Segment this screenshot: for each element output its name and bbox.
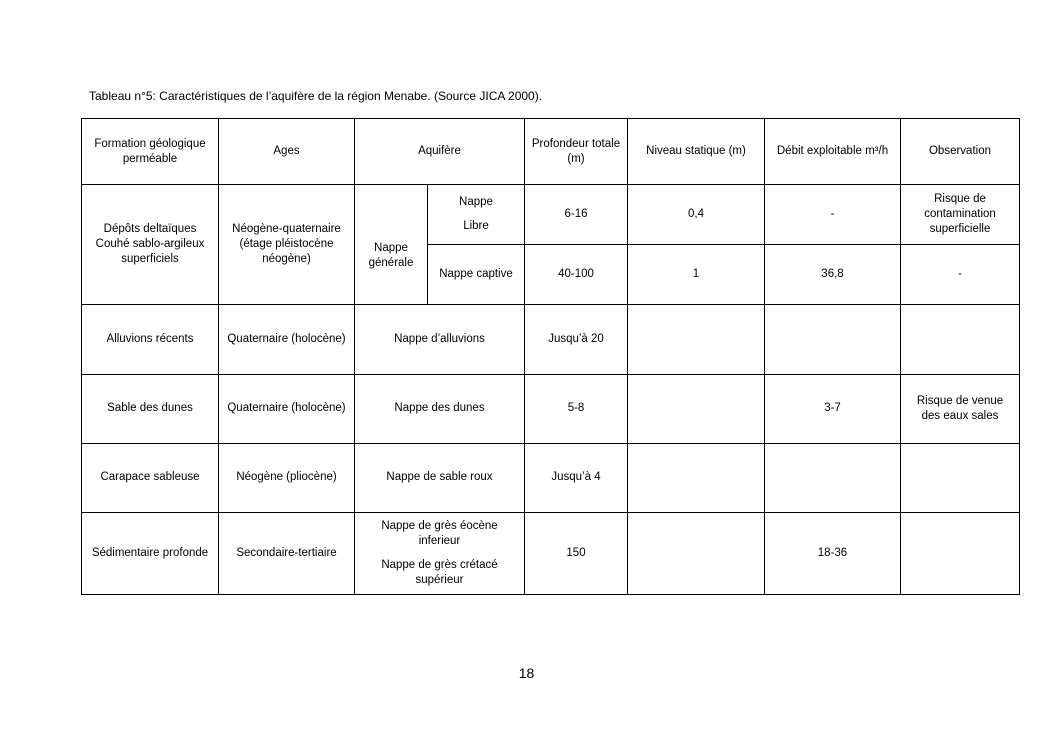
cell-observation xyxy=(901,305,1020,374)
cell-aquifere: Nappe des dunes xyxy=(355,374,525,443)
cell-observation: Risque de contamination superficielle xyxy=(901,185,1020,245)
cell-aquifere: Nappe d’alluvions xyxy=(355,305,525,374)
cell-ages: Néogène-quaternaire (étage pléistocène néogène) xyxy=(219,185,355,305)
cell-niveau xyxy=(628,443,765,512)
page-number: 18 xyxy=(518,665,535,681)
cell-debit: 18-36 xyxy=(765,512,901,594)
cell-profondeur: 6-16 xyxy=(525,185,628,245)
header-formation: Formation géologique perméable xyxy=(82,119,219,185)
cell-niveau xyxy=(628,512,765,594)
cell-debit xyxy=(765,443,901,512)
table-row xyxy=(82,374,1020,443)
cell-debit: 3-7 xyxy=(765,374,901,443)
cell-observation xyxy=(901,443,1020,512)
header-niveau: Niveau statique (m) xyxy=(628,119,765,185)
cell-aquifere: Nappe de sable roux xyxy=(355,443,525,512)
header-debit: Débit exploitable m³/h xyxy=(765,119,901,185)
table-row xyxy=(82,512,1020,594)
cell-formation: Sédimentaire profonde xyxy=(82,512,219,594)
header-ages: Ages xyxy=(219,119,355,185)
cell-formation: Sable des dunes xyxy=(82,374,219,443)
header-profondeur: Profondeur totale (m) xyxy=(525,119,628,185)
cell-niveau: 1 xyxy=(628,245,765,305)
cell-profondeur: 150 xyxy=(525,512,628,594)
cell-observation: - xyxy=(901,245,1020,305)
table-row xyxy=(82,443,1020,512)
cell-formation: Carapace sableuse xyxy=(82,443,219,512)
header-observation: Observation xyxy=(901,119,1020,185)
header-row xyxy=(82,119,1020,185)
cell-ages: Secondaire-tertiaire xyxy=(219,512,355,594)
cell-observation xyxy=(901,512,1020,594)
cell-debit xyxy=(765,305,901,374)
cell-profondeur: 40-100 xyxy=(525,245,628,305)
table-row xyxy=(82,305,1020,374)
cell-ages: Néogène (pliocène) xyxy=(219,443,355,512)
cell-niveau xyxy=(628,305,765,374)
cell-formation: Alluvions récents xyxy=(82,305,219,374)
cell-formation: Dépôts deltaïques Couhé sablo-argileux superficiels xyxy=(82,185,219,305)
cell-nappe-libre: Nappe Libre xyxy=(428,185,525,245)
cell-debit: 36,8 xyxy=(765,245,901,305)
table-row xyxy=(82,185,1020,245)
cell-observation: Risque de venue des eaux sales xyxy=(901,374,1020,443)
cell-ages: Quaternaire (holocène) xyxy=(219,374,355,443)
cell-nappe-captive: Nappe captive xyxy=(428,245,525,305)
cell-niveau: 0,4 xyxy=(628,185,765,245)
aquifer-table xyxy=(81,118,1020,595)
table-caption: Tableau n°5: Caractéristiques de l’aquifère de la région Menabe. (Source JICA 2000). xyxy=(89,89,543,103)
cell-profondeur: 5-8 xyxy=(525,374,628,443)
cell-profondeur: Jusqu’à 4 xyxy=(525,443,628,512)
cell-nappe-generale: Nappe générale xyxy=(355,185,428,305)
cell-debit: - xyxy=(765,185,901,245)
cell-profondeur: Jusqu’à 20 xyxy=(525,305,628,374)
header-aquifere: Aquifère xyxy=(355,119,525,185)
cell-aquifere: Nappe de grès éocène inferieur Nappe de grès crétacé supérieur xyxy=(355,512,525,594)
cell-ages: Quaternaire (holocène) xyxy=(219,305,355,374)
cell-niveau xyxy=(628,374,765,443)
